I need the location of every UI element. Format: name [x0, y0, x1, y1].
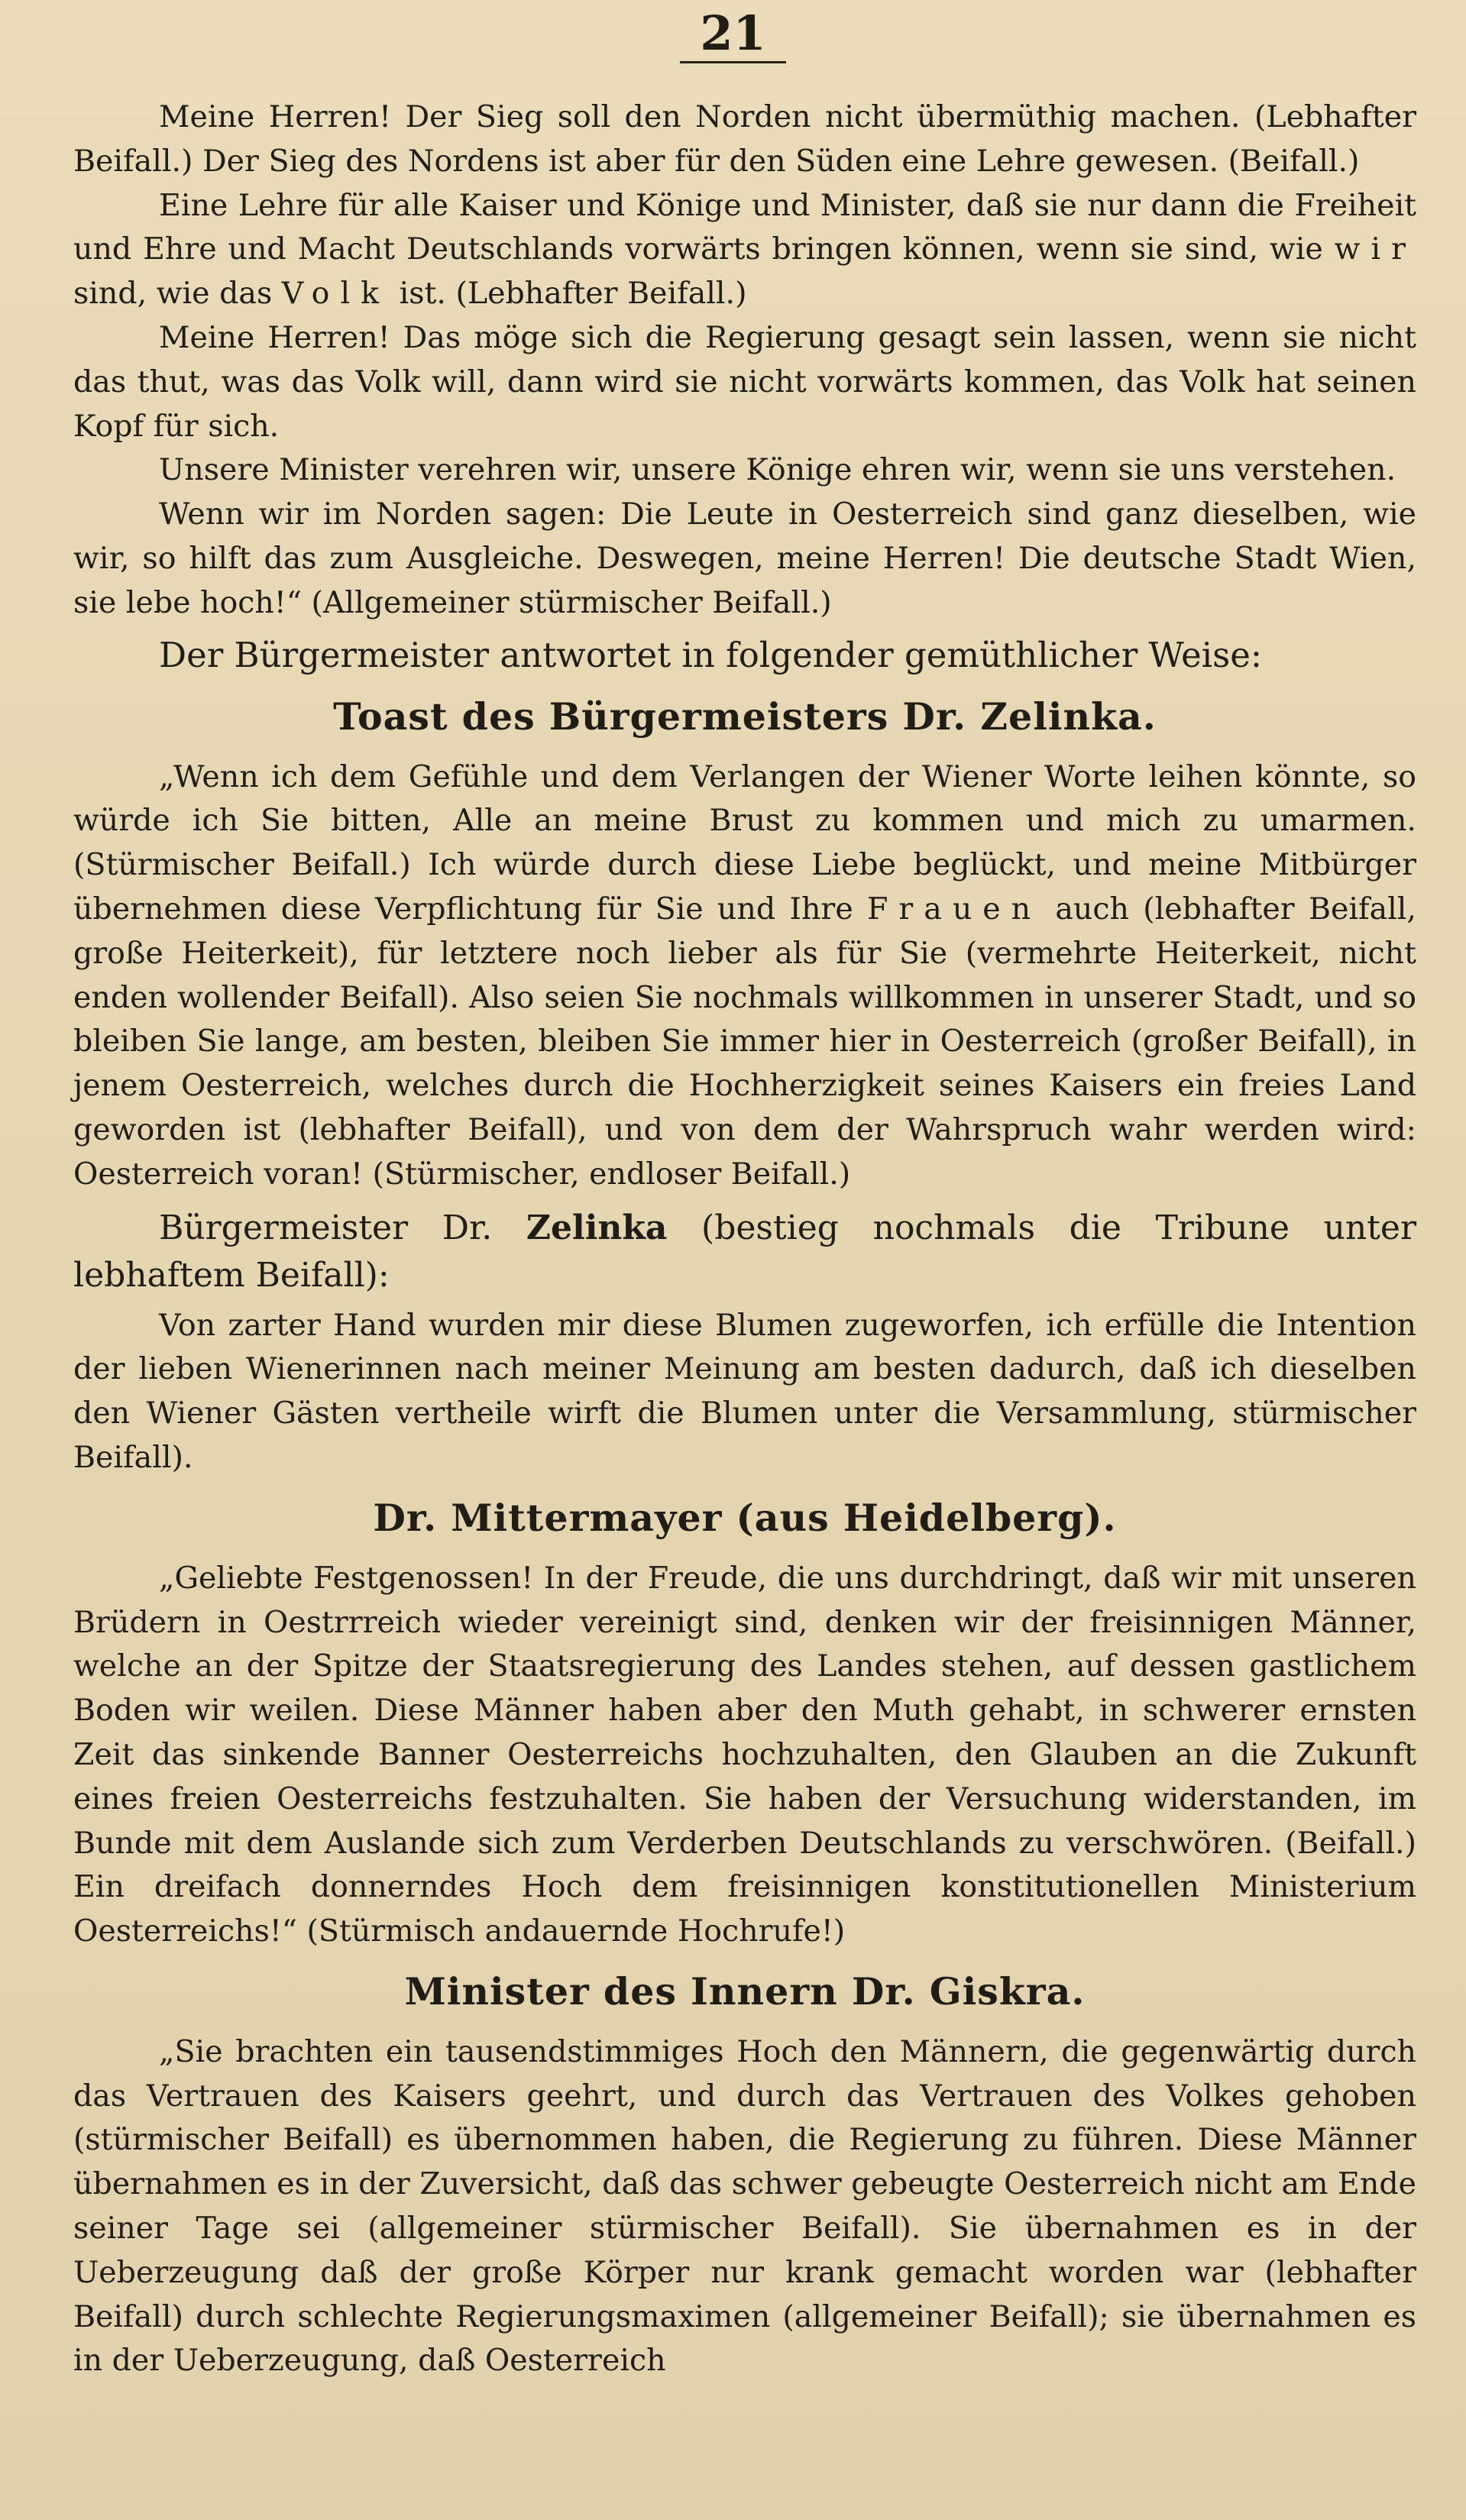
page-body	[73, 95, 1416, 2383]
heading-mittermayer: Dr. Mittermayer (aus Heidelberg).	[373, 1495, 1117, 1540]
paragraph-lehre: Eine Lehre für alle Kaiser und Könige und Minister, daß sie nur dann die Freiheit und Ehre und Macht Deutschlands vorwärts bringen können, wenn sie sind, wie wir sind, wie das Volk ist. (Lebhafter Beifall.)	[73, 187, 1416, 312]
name-zelinka: Zelinka	[526, 1208, 668, 1247]
emphasis-frauen: Frauen	[866, 891, 1042, 927]
emphasis-volk: Volk	[281, 276, 390, 312]
paragraph-blumen: Von zarter Hand wurden mir diese Blumen zugeworfen, ich erfülle die Intention der lieben Wienerinnen nach meiner Meinung am besten dadurch, daß ich dieselben den Wiener Gästen vertheile wirft die Blumen unter die Versammlung, stürmischer Beifall).	[73, 1307, 1416, 1475]
heading-toast-zelinka: Toast des Bürgermeisters Dr. Zelinka.	[333, 694, 1157, 739]
paragraph-sieg: Meine Herren! Der Sieg soll den Norden nicht übermüthig machen. (Lebhafter Beifall.) Der Sieg des Nordens ist aber für den Süden eine Lehre gewesen. (Beifall.)	[73, 99, 1416, 179]
paragraph-mittermayer: „Geliebte Festgenossen! In der Freude, die uns durchdringt, daß wir mit unseren Brüdern in Oestrrreich wieder vereinigt sind, denken wir der freisinnigen Männer, welche an der Spitze der Staatsregierung des Landes stehen, auf dessen gastlichem Boden wir weilen. Diese Männer haben aber den Muth gehabt, in schwerer ernsten Zeit das sinkende Banner Oesterreichs hochzuhalten, den Glauben an die Zukunft eines freien Oesterreichs festzuhalten. Sie haben der Versuchung widerstanden, im Bunde mit dem Auslande sich zum Verderben Deutschlands zu verschwören. (Beifall.) Ein dreifach donnerndes Hoch dem freisinnigen konstitutionellen Ministerium Oesterreichs!“ (Stürmisch andauernde Hochrufe!)	[73, 1560, 1416, 1949]
paragraph-toast-zelinka: „Wenn ich dem Gefühle und dem Verlangen der Wiener Worte leihen könnte, so würde ich Sie bitten, Alle an meine Brust zu kommen und mich zu umarmen. (Stürmischer Beifall.) Ich würde durch diese Liebe beglückt, und meine Mitbürger übernehmen diese Verpflichtung für Sie und Ihre Frauen auch (lebhafter Beifall, große Heiterkeit), für letztere noch lieber als für Sie (vermehrte Heiterkeit, nicht enden wollender Beifall). Also seien Sie nochmals willkommen in unserer Stadt, und so bleiben Sie lange, am besten, bleiben Sie immer hier in Oesterreich (großer Beifall), in jenem Oesterreich, welches durch die Hochherzigkeit seines Kaisers ein freies Land geworden ist (lebhafter Beifall), und von dem der Wahrspruch wahr werden wird: Oesterreich voran! (Stürmischer, endloser Beifall.)	[73, 759, 1416, 1192]
paragraph-zelinka-tribune: Bürgermeister Dr. Zelinka (bestieg nochmals die Tribune unter lebhaftem Beifall):	[73, 1208, 1416, 1295]
heading-giskra: Minister des Innern Dr. Giskra.	[404, 1968, 1086, 2014]
lead-buergermeister: Der Bürgermeister antwortet in folgender gemüthlicher Weise:	[159, 634, 1263, 675]
page-number: 21	[0, 6, 1466, 63]
paragraph-norden: Wenn wir im Norden sagen: Die Leute in Oesterreich sind ganz dieselben, wie wir, so hilft das zum Ausgleiche. Deswegen, meine Herren! Die deutsche Stadt Wien, sie lebe hoch!“ (Allgemeiner stürmischer Beifall.)	[73, 497, 1416, 620]
paragraph-minister: Unsere Minister verehren wir, unsere Könige ehren wir, wenn sie uns verstehen.	[159, 452, 1396, 488]
emphasis-wir: wir	[1334, 231, 1416, 267]
paragraph-giskra: „Sie brachten ein tausendstimmiges Hoch den Männern, die gegenwärtig durch das Vertrauen des Kaisers geehrt, und durch das Vertrauen des Volkes gehoben (stürmischer Beifall) es übernommen haben, die Regierung zu führen. Diese Männer übernahmen es in der Zuversicht, daß das schwer gebeugte Oesterreich nicht am Ende seiner Tage sei (allgemeiner stürmischer Beifall). Sie übernahmen es in der Ueberzeugung daß der große Körper nur krank gemacht worden war (lebhafter Beifall) durch schlechte Regierungsmaximen (allgemeiner Beifall); sie übernahmen es in der Ueberzeugung, daß Oesterreich	[73, 2033, 1416, 2379]
paragraph-regierung: Meine Herren! Das möge sich die Regierung gesagt sein lassen, wenn sie nicht das thut, was das Volk will, dann wird sie nicht vorwärts kommen, das Volk hat seinen Kopf für sich.	[73, 319, 1416, 444]
